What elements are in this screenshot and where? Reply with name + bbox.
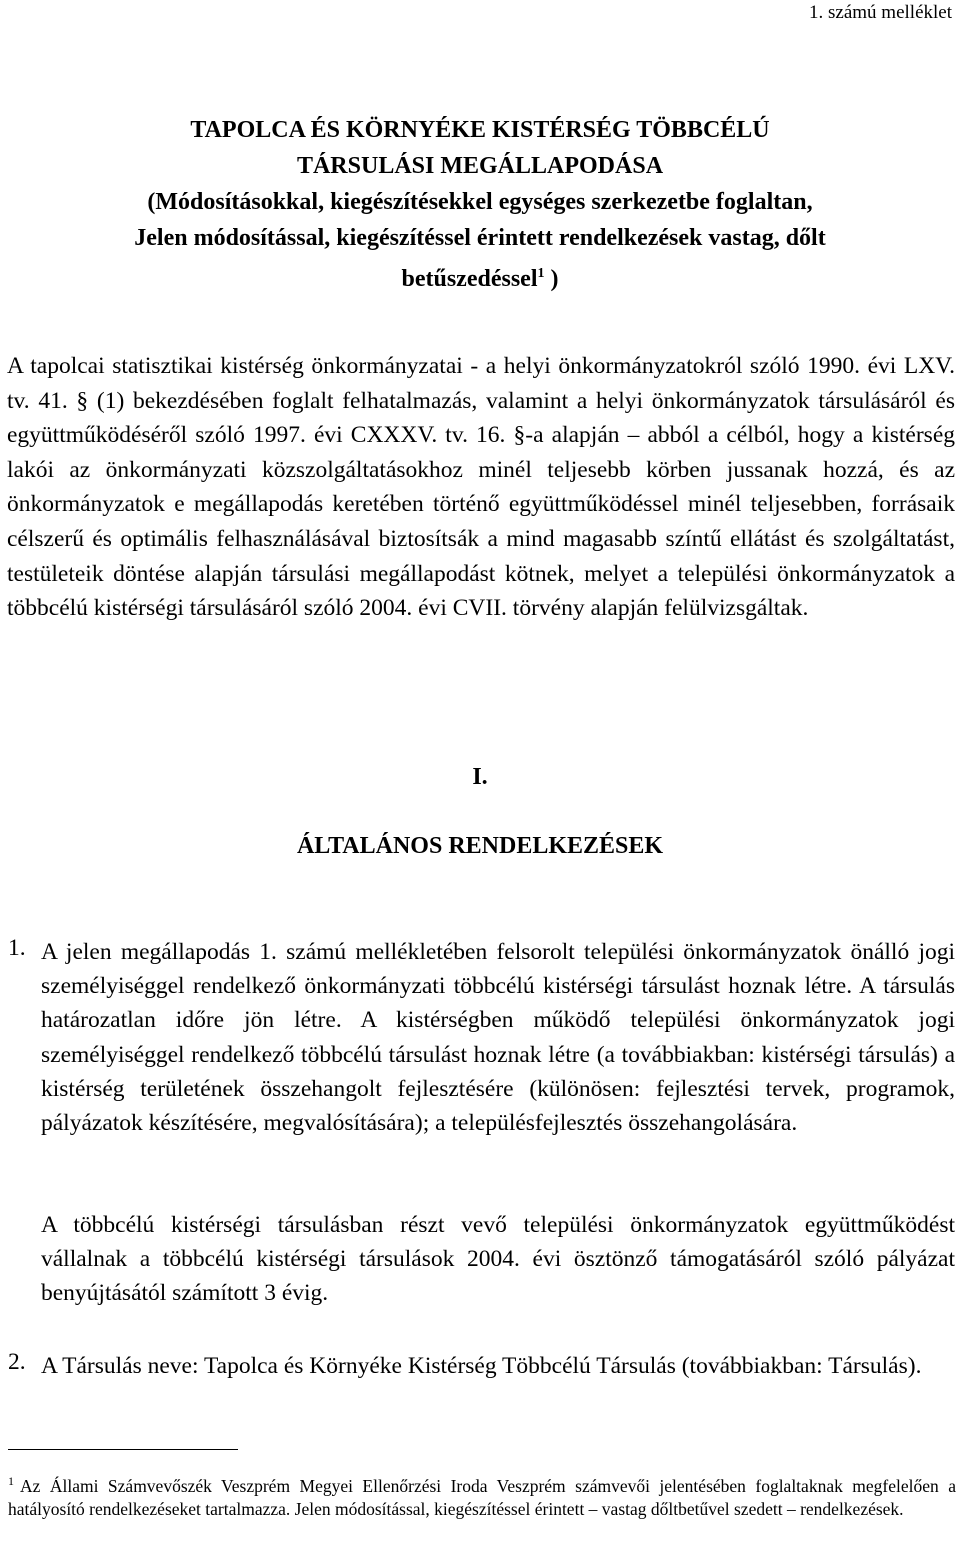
annex-label: 1. számú melléklet bbox=[809, 2, 952, 23]
title-line-4: Jelen módosítással, kiegészítéssel érintett rendelkezések vastag, dőlt bbox=[134, 225, 826, 251]
item-2-text: A Társulás neve: Tapolca és Környéke Kistérség Többcélú Társulás (továbbiakban: Társulás). bbox=[41, 1353, 922, 1379]
title-line-1: TAPOLCA ÉS KÖRNYÉKE KISTÉRSÉG TÖBBCÉLÚ bbox=[190, 117, 770, 143]
item-1-text-continued: A többcélú kistérségi társulásban részt vevő települési önkormányzatok együttműködést vállalnak a többcélú kistérségi társulások 2004. évi ösztönző támogatásáról szóló pályázat benyújtásától számított 3 évig. bbox=[41, 1212, 955, 1307]
footnote-divider bbox=[8, 1449, 238, 1450]
preamble-paragraph: A tapolcai statisztikai kistérség önkormányzatai - a helyi önkormányzatokról szóló 1990. évi LXV. tv. 41. § (1) bekezdésében foglalt felhatalmazás, valamint a helyi önkormányzatok társulásáról és együttműködéséről szóló 1997. évi CXXXV. tv. 16. §-a alapján – abból a célból, hogy a kistérség lakói az önkormányzati közszolgáltatásokhoz minél teljesebb körben jussanak hozzá, és az önkormányzatok e megállapodás keretében történő együttműködéssel minél teljesebben, forrásaik célszerű és optimális felhasználásával biztosítsák a mind magasabb színtű ellátást és szolgáltatást, testületeik döntése alapján társulási megállapodást kötnek, melyet a települési önkormányzatok a többcélú kistérségi társulásáról szóló 2004. évi CVII. törvény alapján felülvizsgáltak. bbox=[7, 353, 955, 622]
section-title: ÁLTALÁNOS RENDELKEZÉSEK bbox=[296, 833, 664, 859]
footnote-ref: 1 bbox=[8, 1474, 14, 1488]
title-line-5 bbox=[30, 256, 930, 297]
title-line-2: TÁRSULÁSI MEGÁLLAPODÁSA bbox=[296, 153, 664, 179]
footnote-text: Az Állami Számvevőszék Veszprém Megyei Ellenőrzési Iroda Veszprém számvevői jelentésében foglaltaknak megfelelően a hatályosító rendelkezéseket tartalmazza. Jelen módosítással, kiegészítéssel érintett – vastag dőltbetűvel szedett – rendelkezések. bbox=[8, 1475, 956, 1520]
title-line-5-text: betűszedéssel bbox=[401, 266, 538, 292]
item-1-text: A jelen megállapodás 1. számú mellékletében felsorolt települési önkormányzatok önálló jogi személyiséggel rendelkező önkormányzati többcélú kistérségi társulást hoznak létre. A társulás határozatlan időre jön létre. A kistérségben működő települési önkormányzatok jogi személyiséggel rendelkező többcélú társulást hoznak létre (a továbbiakban: kistérségi társulás) a kistérség területének összehangolt fejlesztésére (különösen: fejlesztési tervek, programok, pályázatok készítésére, megvalósítására); a településfejlesztés összehangolására. bbox=[41, 939, 955, 1137]
title-footnote-ref[interactable]: 1 bbox=[537, 266, 545, 281]
document-title bbox=[30, 112, 930, 297]
item-2-number: 2. bbox=[8, 1349, 26, 1375]
item-1-number: 1. bbox=[8, 935, 26, 961]
footnote bbox=[8, 1470, 956, 1522]
title-line-3: (Módosításokkal, kiegészítésekkel egységes szerkezetbe foglaltan, bbox=[147, 189, 813, 215]
section-number: I. bbox=[472, 764, 488, 790]
title-line-5-suffix: ) bbox=[544, 266, 559, 292]
